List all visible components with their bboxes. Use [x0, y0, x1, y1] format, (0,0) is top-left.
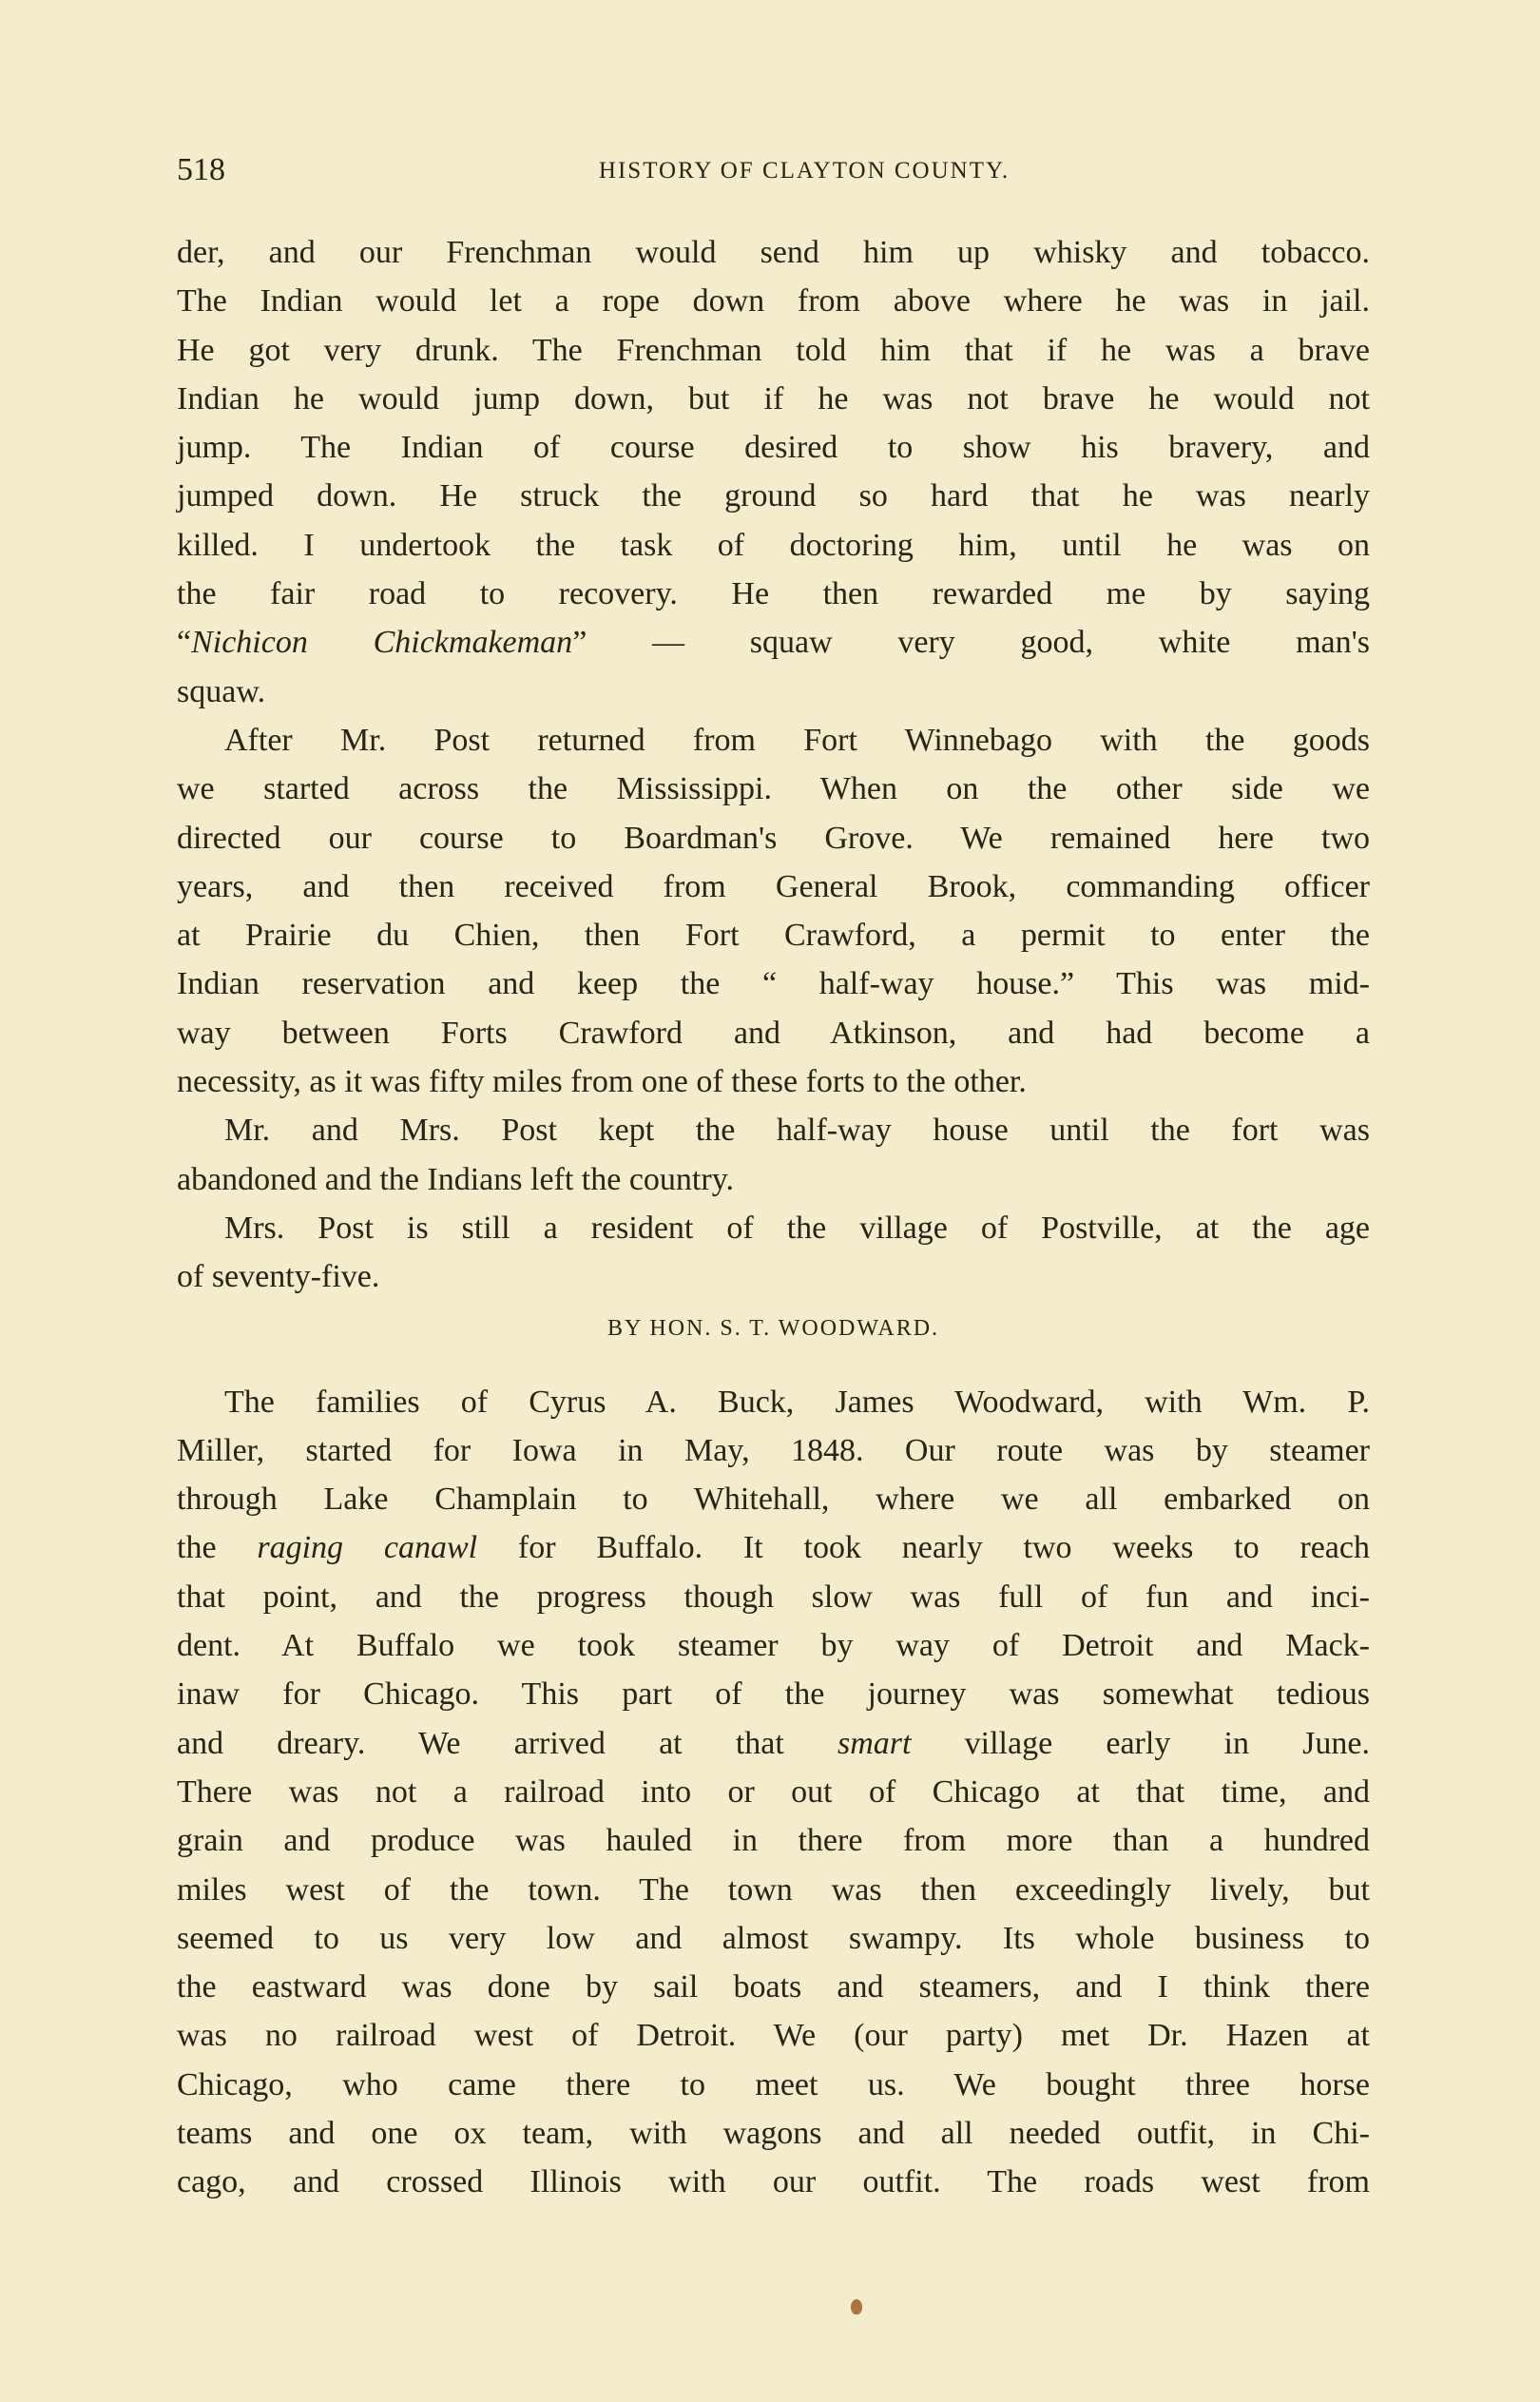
text-run: village early in June. [911, 1725, 1370, 1761]
close-quote: ” [572, 625, 587, 661]
text-run: the [177, 1530, 258, 1566]
text-line: The Indian would let a rope down from above where he was in jail. [177, 283, 1370, 320]
page-number: 518 [177, 152, 225, 187]
text-line: The families of Cyrus A. Buck, James Woodward, with Wm. P. [224, 1384, 1370, 1420]
text-line: inaw for Chicago. This part of the journey was somewhat tedious [177, 1676, 1370, 1713]
paragraph [177, 228, 1370, 716]
text-line: jump. The Indian of course desired to show his bravery, and [177, 430, 1370, 466]
paragraph [177, 1378, 1370, 2207]
text-line: that point, and the progress though slow was full of fun and inci- [177, 1579, 1370, 1615]
text-line: jumped down. He struck the ground so hard that he was nearly [177, 478, 1370, 514]
text-line: the eastward was done by sail boats and steamers, and I think there [177, 1969, 1370, 2005]
text-line: of seventy-five. [177, 1259, 380, 1295]
text-line: miles west of the town. The town was then exceedingly lively, but [177, 1871, 1370, 1908]
text-line: teams and one ox team, with wagons and all needed outfit, in Chi- [177, 2115, 1370, 2151]
italic-phrase: raging canawl [257, 1530, 478, 1566]
text-line: grain and produce was hauled in there from more than a hundred [177, 1823, 1370, 1859]
paragraph [177, 1204, 1370, 1302]
text-line: der, and our Frenchman would send him up whisky and tobacco. [177, 235, 1370, 270]
paragraph [177, 716, 1370, 1106]
text-line: necessity, as it was fifty miles from one of these forts to the other. [177, 1064, 1027, 1100]
paragraph [177, 1106, 1370, 1204]
body-text [177, 228, 1370, 2207]
text-run: and dreary. We arrived at that [177, 1725, 837, 1761]
text-line: He got very drunk. The Frenchman told him that if he was a brave [177, 332, 1370, 368]
indian-phrase: Nichicon Chickmakeman [191, 625, 573, 661]
quote-remainder: — squaw very good, white man's [587, 625, 1370, 661]
text-line-canal [177, 1523, 1370, 1572]
text-line: years, and then received from General Brook, commanding officer [177, 868, 1370, 904]
text-line: Mrs. Post is still a resident of the village of Postville, at the age [224, 1210, 1370, 1246]
text-line: After Mr. Post returned from Fort Winnebago with the goods [224, 722, 1370, 758]
text-line: was no railroad west of Detroit. We (our party) met Dr. Hazen at [177, 2018, 1370, 2054]
text-line: Indian he would jump down, but if he was not brave he would not [177, 380, 1370, 416]
running-head: HISTORY OF CLAYTON COUNTY. [598, 158, 1011, 184]
text-line: There was not a railroad into or out of Chicago at that time, and [177, 1773, 1370, 1810]
text-line: dent. At Buffalo we took steamer by way of Detroit and Mack- [177, 1628, 1370, 1664]
text-line: Indian reservation and keep the “ half-way house.” This was mid- [177, 966, 1370, 1002]
text-line: we started across the Mississippi. When on the other side we [177, 771, 1370, 807]
text-line: way between Forts Crawford and Atkinson, and had become a [177, 1015, 1370, 1051]
page-header [177, 152, 1365, 196]
text-line: the fair road to recovery. He then rewarded me by saying [177, 576, 1370, 612]
text-line: Chicago, who came there to meet us. We bought three horse [177, 2066, 1370, 2102]
text-line: at Prairie du Chien, then Fort Crawford, a permit to enter the [177, 918, 1370, 954]
text-line: Miller, started for Iowa in May, 1848. Our route was by steamer [177, 1432, 1370, 1468]
text-line-quote [177, 618, 1370, 667]
printer-mark-icon [851, 2299, 862, 2315]
italic-word: smart [837, 1725, 912, 1761]
open-quote: “ [177, 625, 192, 661]
text-line-smart [177, 1719, 1370, 1768]
text-line: through Lake Champlain to Whitehall, where we all embarked on [177, 1482, 1370, 1518]
section-heading: BY HON. S. T. WOODWARD. [606, 1315, 940, 1341]
text-line: abandoned and the Indians left the country. [177, 1161, 734, 1197]
text-line: seemed to us very low and almost swampy. Its whole business to [177, 1920, 1370, 1956]
text-line: squaw. [177, 673, 266, 709]
text-line: cago, and crossed Illinois with our outfit. The roads west from [177, 2164, 1370, 2200]
text-line: killed. I undertook the task of doctoring him, until he was on [177, 527, 1370, 563]
text-line: directed our course to Boardman's Grove. We remained here two [177, 820, 1370, 856]
text-line: Mr. and Mrs. Post kept the half-way house until the fort was [224, 1113, 1370, 1149]
text-run: for Buffalo. It took nearly two weeks to reach [477, 1530, 1370, 1566]
